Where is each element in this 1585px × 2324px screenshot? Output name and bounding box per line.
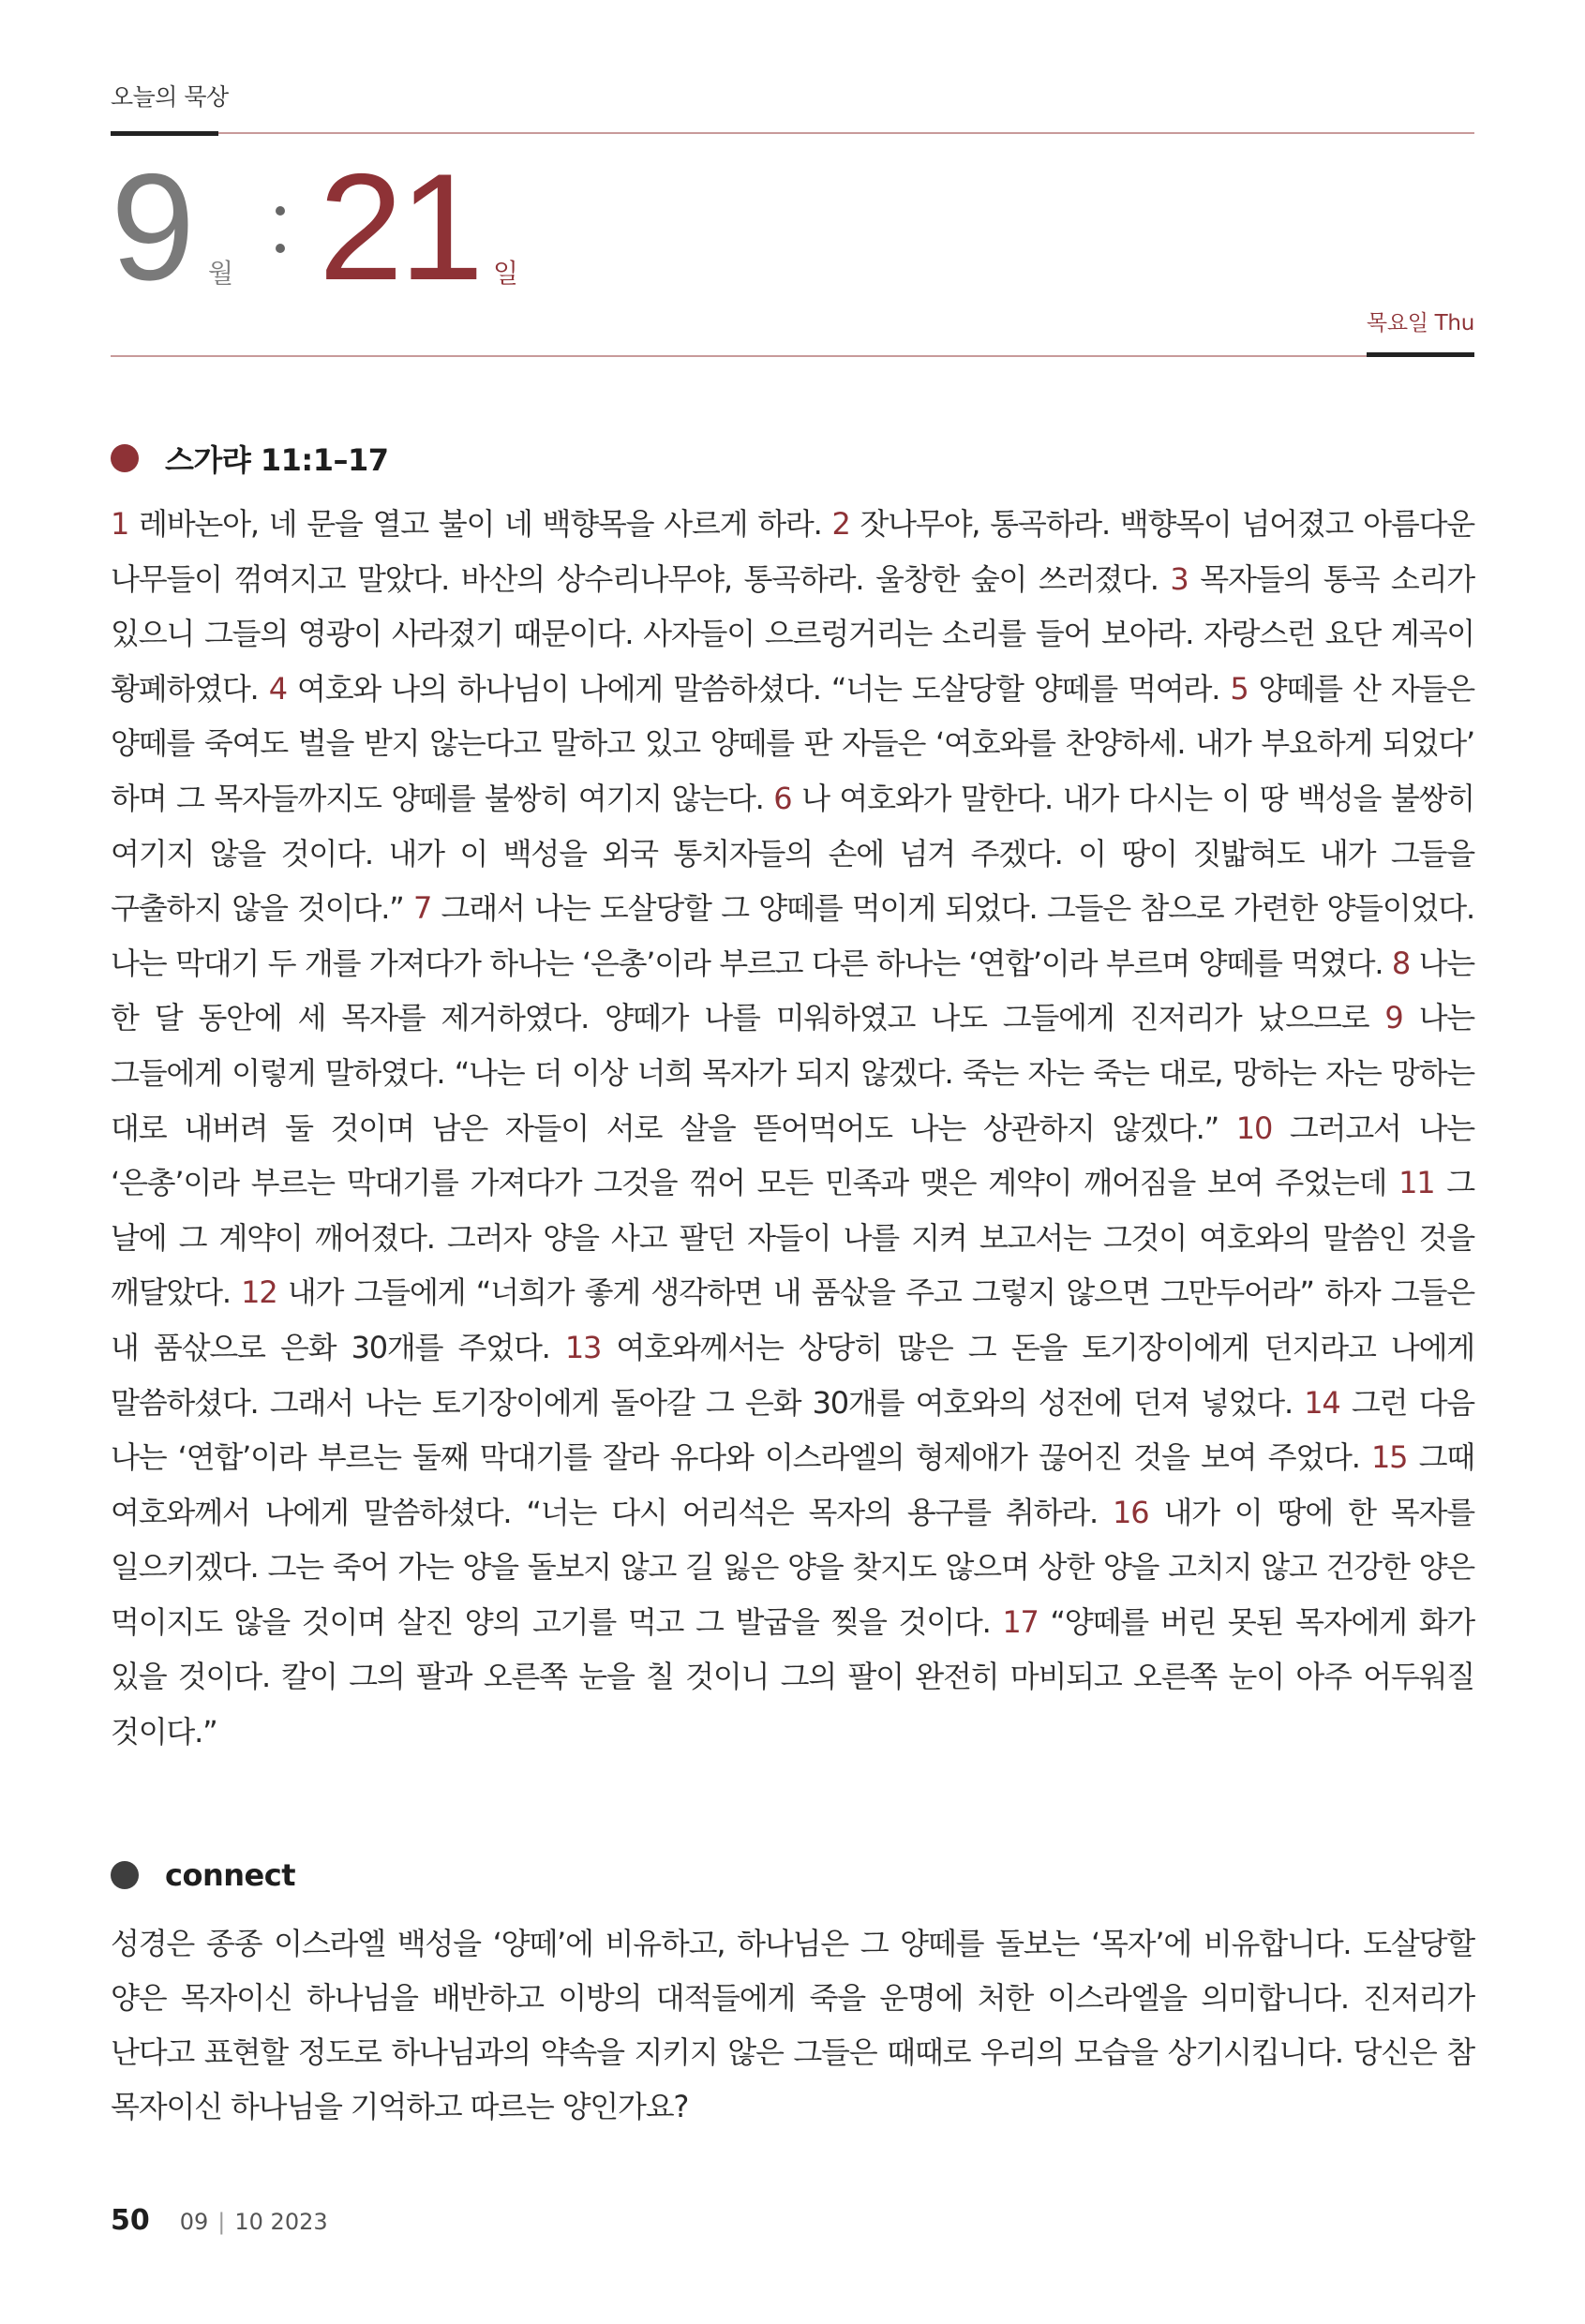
verse-number: 4 bbox=[268, 670, 287, 707]
verse-number: 9 bbox=[1384, 1000, 1403, 1036]
colon-dot-top bbox=[276, 206, 285, 216]
verse-number: 1 bbox=[111, 506, 129, 542]
section-label: 오늘의 묵상 bbox=[111, 83, 229, 111]
verse-text: 나 여호와가 말한다. 내가 다시는 이 땅 백성을 불쌍히 여기지 않을 것이다. 내가 이 백성을 외국 통치자들의 손에 넘겨 주겠다. 이 땅이 짓밟혀도 내가 그들을 구출하지 않을 것이다.” bbox=[111, 780, 1474, 927]
verse-number: 14 bbox=[1304, 1384, 1340, 1421]
page-footer bbox=[111, 2204, 328, 2237]
day-number: 21 bbox=[319, 142, 481, 312]
date-rule-accent bbox=[1367, 352, 1474, 357]
colon-dot-bottom bbox=[276, 244, 285, 253]
verse-number: 8 bbox=[1391, 945, 1411, 981]
verse-text: 목자들의 통곡 소리가 있으니 그들의 영광이 사라졌기 때문이다. 사자들이 으르렁거리는 소리를 들어 보아라. 자랑스런 요단 계곡이 황폐하였다. bbox=[111, 560, 1474, 707]
issue-separator: | bbox=[217, 2209, 226, 2235]
connect-title: connect bbox=[165, 1857, 295, 1893]
verse-number: 3 bbox=[1170, 560, 1189, 597]
month-number: 9 bbox=[111, 142, 192, 312]
verse-text: 그래서 나는 도살당할 그 양떼를 먹이게 되었다. 그들은 참으로 가련한 양들이었다. 나는 막대기 두 개를 가져다가 하나는 ‘은총’이라 부르고 다른 하나는 ‘연합’이라 부르며 양떼를 먹였다. bbox=[111, 890, 1474, 981]
month-unit: 월 bbox=[208, 258, 234, 289]
verse-text: 그런 다음 나는 ‘연합’이라 부르는 둘째 막대기를 잘라 유다와 이스라엘의 형제애가 끊어진 것을 보여 주었다. bbox=[111, 1384, 1475, 1476]
verse-text: 여호와 나의 하나님이 나에게 말씀하셨다. “너는 도살당할 양떼를 먹여라. bbox=[286, 670, 1231, 707]
verse-text: 내가 그들에게 “너희가 좋게 생각하면 내 품삯을 주고 그렇지 않으면 그만두어라” 하자 그들은 내 품삯으로 은화 30개를 주었다. bbox=[111, 1274, 1474, 1365]
verse-number: 11 bbox=[1398, 1165, 1435, 1201]
verse-text: 내가 이 땅에 한 목자를 일으키겠다. 그는 죽어 가는 양을 돌보지 않고 길 잃은 양을 찾지도 않으며 상한 양을 고치지 않고 건강한 양은 먹이지도 않을 것이며 살진 양의 고기를 먹고 그 발굽을 찢을 것이다. bbox=[111, 1494, 1474, 1640]
issue-months: 09 bbox=[179, 2209, 209, 2235]
verse-number: 6 bbox=[773, 780, 792, 816]
verse-number: 17 bbox=[1002, 1603, 1039, 1640]
header-rule-accent bbox=[111, 131, 218, 136]
verse-number: 7 bbox=[412, 890, 432, 927]
verse-text: 나는 그들에게 이렇게 말하였다. “나는 더 이상 너희 목자가 되지 않겠다. 죽는 자는 죽는 대로, 망하는 자는 망하는 대로 내버려 둘 것이며 남은 자들이 서로 살을 뜯어먹어도 나는 상관하지 않겠다.” bbox=[111, 1000, 1474, 1146]
verse-number: 10 bbox=[1235, 1110, 1273, 1146]
verse-text: 그때 여호와께서 나에게 말씀하셨다. “너는 다시 어리석은 목자의 용구를 취하라. bbox=[111, 1439, 1474, 1530]
verse-text: “양떼를 버린 못된 목자에게 화가 있을 것이다. 칼이 그의 팔과 오른쪽 눈을 칠 것이니 그의 팔이 완전히 마비되고 오른쪽 눈이 아주 어두워질 것이다.” bbox=[111, 1603, 1475, 1750]
verse-text: 여호와께서는 상당히 많은 그 돈을 토기장이에게 던지라고 나에게 말씀하셨다. 그래서 나는 토기장이에게 돌아갈 그 은화 30개를 여호와의 성전에 던져 넣었다. bbox=[111, 1329, 1474, 1421]
header-rule bbox=[218, 132, 1474, 134]
date-rule bbox=[111, 355, 1367, 357]
verse-number: 5 bbox=[1230, 670, 1249, 707]
day-unit: 일 bbox=[493, 258, 519, 289]
scripture-reference: 스가랴 11:1–17 bbox=[165, 442, 389, 478]
verse-number: 2 bbox=[831, 506, 850, 542]
verse-text: 그 날에 그 계약이 깨어졌다. 그러자 양을 사고 팔던 자들이 나를 지켜 보고서는 그것이 여호와의 말씀인 것을 깨달았다. bbox=[111, 1165, 1474, 1311]
verse-number: 15 bbox=[1370, 1439, 1408, 1476]
verse-text: 잣나무야, 통곡하라. 백향목이 넘어졌고 아름다운 나무들이 꺾여지고 말았다. 바산의 상수리나무야, 통곡하라. 울창한 숲이 쓰러졌다. bbox=[111, 506, 1474, 597]
bullet-icon bbox=[111, 444, 139, 472]
verse-text: 레바논아, 네 문을 열고 불이 네 백향목을 사르게 하라. bbox=[128, 506, 832, 542]
bullet-icon bbox=[111, 1861, 139, 1889]
verse-text: 양떼를 산 자들은 양떼를 죽여도 벌을 받지 않는다고 말하고 있고 양떼를 판 자들은 ‘여호와를 찬양하세. 내가 부요하게 되었다’ 하며 그 목자들까지도 양떼를 불쌍히 여기지 않는다. bbox=[111, 670, 1474, 816]
scripture-text bbox=[111, 497, 1474, 1760]
verse-number: 13 bbox=[564, 1329, 602, 1365]
page-number: 50 bbox=[111, 2204, 150, 2237]
verse-text: 그러고서 나는 ‘은총’이라 부르는 막대기를 가져다가 그것을 꺾어 모든 민족과 맺은 계약이 깨어짐을 보여 주었는데 bbox=[111, 1110, 1474, 1201]
verse-number: 16 bbox=[1113, 1494, 1149, 1530]
weekday-label: 목요일 Thu bbox=[1366, 311, 1474, 335]
date-display bbox=[111, 142, 860, 312]
connect-text: 성경은 종종 이스라엘 백성을 ‘양떼’에 비유하고, 하나님은 그 양떼를 돌보는 ‘목자’에 비유합니다. 도살당할 양은 목자이신 하나님을 배반하고 이방의 대적들에게 죽을 운명에 처한 이스라엘을 의미합니다. 진저리가 난다고 표현할 정도로 하나님과의 약속을 지키지 않은 그들은 때때로 우리의 모습을 상기시킵니다. 당신은 참 목자이신 하나님을 기억하고 따르는 양인가요? bbox=[111, 1926, 1474, 2124]
verse-text: 나는 한 달 동안에 세 목자를 제거하였다. 양떼가 나를 미워하였고 나도 그들에게 진저리가 났으므로 bbox=[111, 945, 1474, 1036]
connect-heading bbox=[111, 1857, 295, 1893]
issue-year: 10 2023 bbox=[234, 2209, 328, 2235]
verse-number: 12 bbox=[241, 1274, 277, 1311]
scripture-heading bbox=[111, 437, 389, 480]
